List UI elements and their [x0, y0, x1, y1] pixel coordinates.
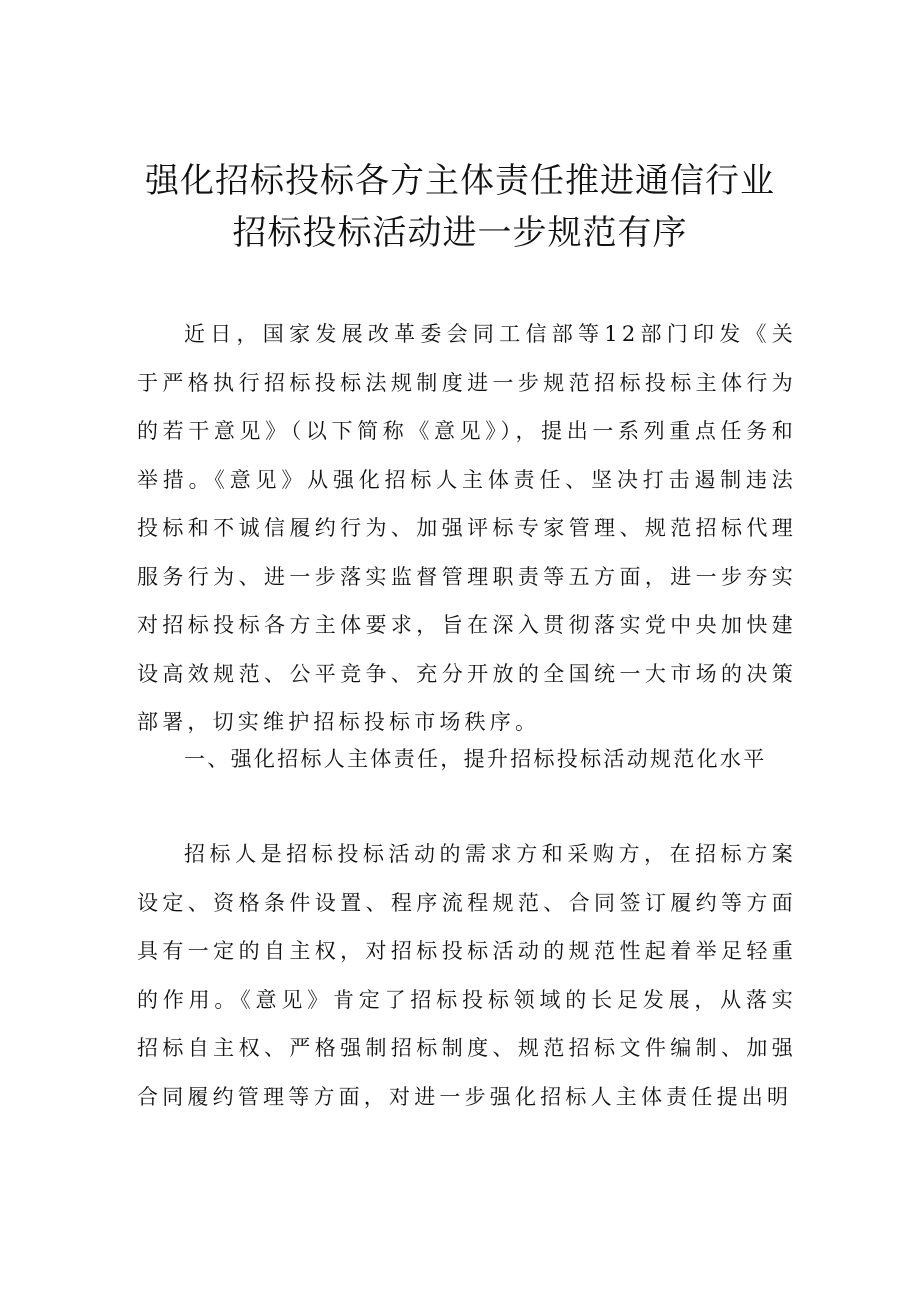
document-title-line-2: 招标投标活动进一步规范有序 — [232, 213, 688, 253]
body-paragraph-section-1: 招标人是招标投标活动的需求方和采购方，在招标方案设定、资格条件设置、程序流程规范、合同签订履约等方面具有一定的自主权，对招标投标活动的规范性起着举足轻重的作用。《意见》肯定了招标投标领域的长足发展，从落实招标自主权、严格强制招标制度、规范招标文件编制、加强合同履约管理等方面，对进一步强化招标人主体责任提出明 — [137, 842, 797, 1109]
body-paragraph-intro: 近日，国家发展改革委会同工信部等12部门印发《关于严格执行招标投标法规制度进一步规范招标投标主体行为的若干意见》（以下简称《意见》），提出一系列重点任务和举措。《意见》从强化招标人主体责任、坚决打击遏制违法投标和不诚信履约行为、加强评标专家管理、规范招标代理服务行为、进一步落实监督管理职责等五方面，进一步夯实对招标投标各方主体要求，旨在深入贯彻落实党中央加快建设高效规范、公平竞争、充分开放的全国统一大市场的决策部署，切实维护招标投标市场秩序。 — [137, 322, 797, 734]
section-heading-1: 一、强化招标人主体责任，提升招标投标活动规范化水平 — [184, 747, 767, 771]
document-title — [120, 155, 800, 259]
document-title-line-1: 强化招标投标各方主体责任推进通信行业 — [145, 161, 775, 201]
